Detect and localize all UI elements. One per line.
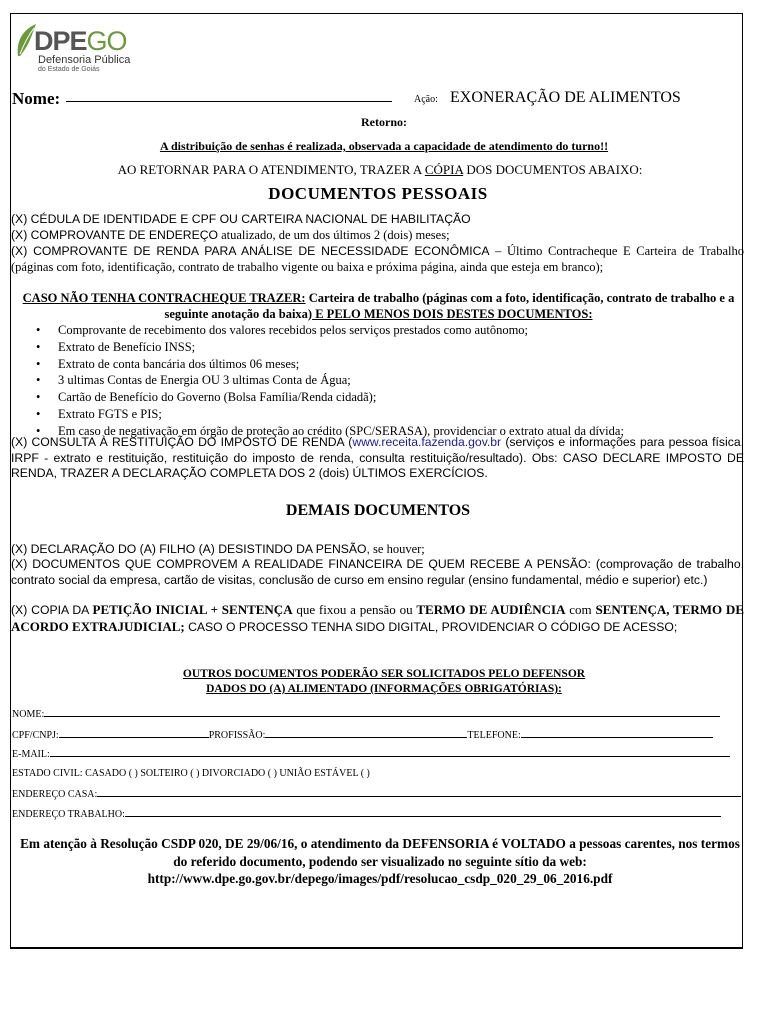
distribuicao-notice: A distribuição de senhas é realizada, observada a capacidade de atendimento do turno!! [159,139,609,153]
form-cpf-label: CPF/CNPJ: [12,730,59,741]
form-endereco-trabalho-row [12,808,721,820]
receita-link[interactable]: www.receita.fazenda.gov.br [352,435,502,449]
list-item: • Extrato de conta bancária dos últimos 06 meses; [36,356,624,373]
acao-value: EXONERAÇÃO DE ALIMENTOS [450,89,681,106]
caso-contracheque: CASO NÃO TENHA CONTRACHEQUE TRAZER: Carteira de trabalho (páginas com a foto, identificação, contrato de trabalho e a seguinte anotação da baixa) E PELO MENOS DOIS DESTES DOCUMENTOS: [22,291,735,321]
form-profissao-field[interactable] [265,729,467,738]
list-item: • Em caso de negativação em órgão de proteção ao crédito (SPC/SERASA), providenciar o extrato atual da dívida; [36,423,624,440]
item-realidade-financeira: (X) DOCUMENTOS QUE COMPROVEM A REALIDADE FINANCEIRA DE QUEM RECEBE A PENSÃO: (comprovação de trabalho, contrato social da empresa, cartão de visitas, conclusão de curso em ensino regular (ensino fundamental, médio e superior) etc.) [11,557,744,587]
form-endereco-casa-label: ENDEREÇO CASA: [12,789,98,800]
form-cpf-row [12,729,713,741]
form-nome-label: NOME: [12,709,45,720]
list-item: • 3 ultimas Contas de Energia OU 3 ultimas Conta de Água; [36,372,624,389]
form-email-field[interactable] [50,748,730,757]
documentos-alternativos-list [36,322,624,440]
item-identidade: (X) CÉDULA DE IDENTIDADE E CPF OU CARTEIRA NACIONAL DE HABILITAÇÃO [11,212,471,226]
logo-brand: DPEGO [34,26,127,56]
form-endereco-casa-field[interactable] [97,788,741,797]
item-endereco: (X) COMPROVANTE DE ENDEREÇO atualizado, de um dos últimos 2 (dois) meses; [11,228,450,242]
form-cpf-field[interactable] [59,729,209,738]
form-telefone-label: TELEFONE: [467,730,521,741]
form-endereco-casa-row [12,788,741,800]
form-estado-civil-row[interactable]: ESTADO CIVIL: CASADO ( ) SOLTEIRO ( ) DIVORCIADO ( ) UNIÃO ESTÁVEL ( ) [12,768,370,779]
documentos-pessoais-title: DOCUMENTOS PESSOAIS [268,184,488,203]
nome-line [66,101,392,102]
item-copia-peticao: (X) COPIA DA PETIÇÃO INICIAL + SENTENÇA que fixou a pensão ou TERMO DE AUDIÊNCIA com SENTENÇA, TERMO DE ACORDO EXTRAJUDICIAL; CASO O PROCESSO TENHA SIDO DIGITAL, PROVIDENCIAR O CÓDIGO DE ACESSO; [11,602,744,634]
resolucao-notice: Em atenção à Resolução CSDP 020, DE 29/06/16, o atendimento da DEFENSORIA é VOLTADO a pessoas carentes, nos termos do referido documento, podendo ser visualizado no seguinte sítio da web: http://www.dpe.go.gov.br/depego/images/pdf/resolucao_csdp_020_29_06_2016.pdf [20,836,740,886]
item-declaracao-filho: (X) DECLARAÇÃO DO (A) FILHO (A) DESISTINDO DA PENSÃO, se houver; [11,542,425,556]
ao-retornar-instruction: AO RETORNAR PARA O ATENDIMENTO, TRAZER A CÓPIA DOS DOCUMENTOS ABAIXO: [117,162,643,177]
list-item: • Extrato FGTS e PIS; [36,406,624,423]
form-endereco-trabalho-label: ENDEREÇO TRABALHO: [12,809,125,820]
form-telefone-field[interactable] [521,729,713,738]
dpe-logo [14,20,156,76]
item-renda: (X) COMPROVANTE DE RENDA PARA ANÁLISE DE NECESSIDADE ECONÔMICA – Último Contracheque E Carteira de Trabalho (páginas com foto, identificação, contrato de trabalho vigente ou baixa e próxima página, ainda que esteja em branco); [11,244,744,274]
list-item: • Comprovante de recebimento dos valores recebidos pelos serviços prestados como autônomo; [36,322,624,339]
item-consulta-ir: (X) CONSULTA À RESTITUIÇÃO DO IMPOSTO DE RENDA (www.receita.fazenda.gov.br (serviços e informações para pessoa física, IRPF - extrato e restituição, restituição do imposto de renda, consulta restituição/resultado). Obs: CASO DECLARE IMPOSTO DE RENDA, TRAZER A DECLARAÇÃO COMPLETA DOS 2 (dois) ÚLTIMOS EXERCÍCIOS. [11,435,744,481]
list-item: • Cartão de Benefício do Governo (Bolsa Família/Renda cidadã); [36,389,624,406]
demais-documentos-title: DEMAIS DOCUMENTOS [285,502,471,519]
nome-label: Nome: [12,89,61,108]
form-profissao-label: PROFISSÃO: [208,730,266,741]
logo-line2: do Estado de Goiás [38,66,100,73]
acao-label: Ação: [414,94,438,105]
form-email-row [12,748,730,760]
form-nome-field[interactable] [44,708,720,717]
form-endereco-trabalho-field[interactable] [125,808,721,817]
list-item: • Extrato de Benefício INSS; [36,339,624,356]
form-nome-row [12,708,720,720]
outros-documentos-notice: OUTROS DOCUMENTOS PODERÃO SER SOLICITADOS PELO DEFENSOR DADOS DO (A) ALIMENTADO (INFORMAÇÕES OBRIGATÓRIAS): [182,668,586,695]
logo-line1: Defensoria Pública [38,54,131,66]
resolucao-link[interactable]: http://www.dpe.go.gov.br/depego/images/pdf/resolucao_csdp_020_29_06_2016.pdf [147,871,613,886]
form-email-label: E-MAIL: [12,749,50,760]
retorno-label: Retorno: [361,115,407,129]
